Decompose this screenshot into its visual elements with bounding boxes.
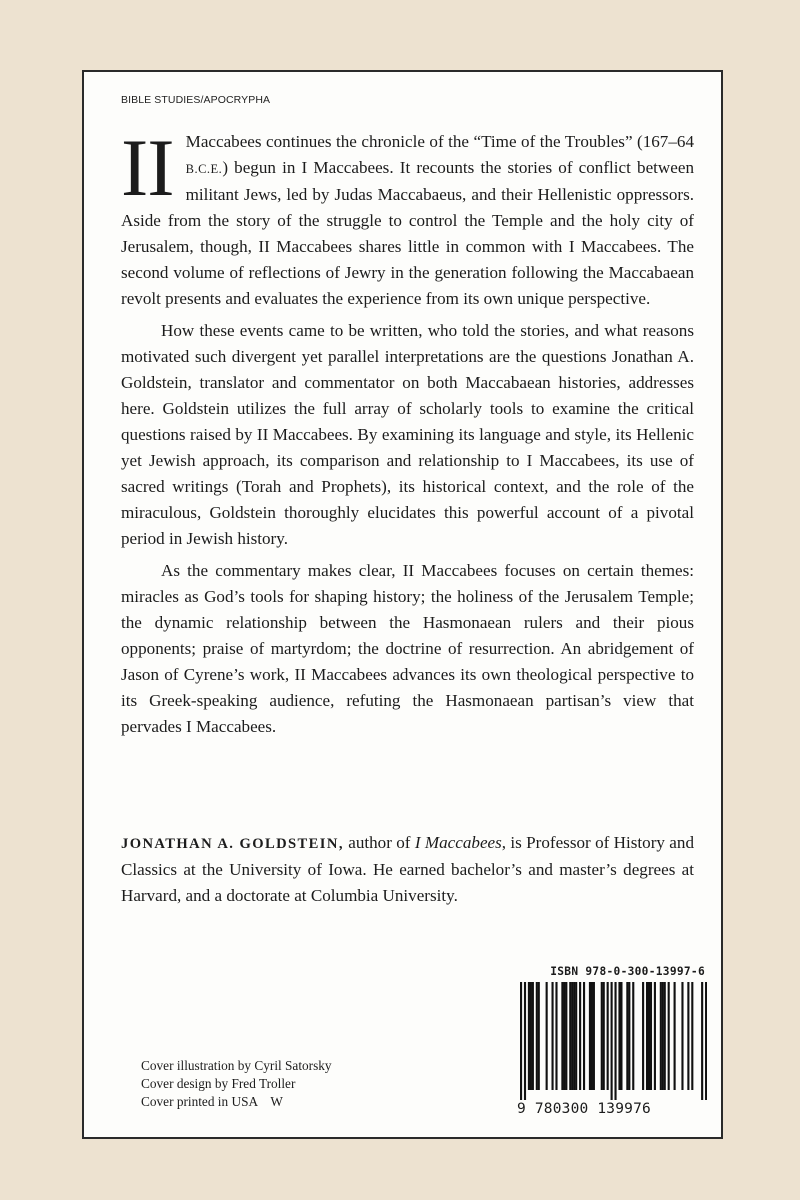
description bbox=[121, 122, 694, 740]
isbn-label: ISBN 978-0-300-13997-6 bbox=[550, 965, 705, 978]
barcode-bar bbox=[569, 982, 571, 1090]
barcode-bar bbox=[687, 982, 689, 1090]
intro-text-end: ) begun in I Maccabees. It recounts the stories of conflict between militant Jews, led by Judas Maccabaeus, and their Hellenistic oppressors. Aside from the story of the struggle to control the Temple and the holy city of Jerusalem, though, II Maccabees shares little in common with I Maccabees. The second volume of reflections of Jewry in the generation following the Maccabaean revolt presents and evaluates the experience from its own unique perspective. bbox=[121, 158, 694, 308]
barcode-bar bbox=[611, 982, 613, 1100]
barcode-bar bbox=[565, 982, 567, 1090]
barcode-bar bbox=[628, 982, 630, 1090]
barcode-bar bbox=[618, 982, 620, 1090]
barcode-bar bbox=[691, 982, 693, 1090]
barcode-bar bbox=[579, 982, 581, 1090]
credit-printed: Cover printed in USA W bbox=[141, 1094, 283, 1109]
barcode-bar bbox=[681, 982, 683, 1090]
barcode-bar bbox=[674, 982, 676, 1090]
barcode-bar bbox=[650, 982, 652, 1090]
barcode-bar bbox=[591, 982, 593, 1090]
barcode-bar bbox=[614, 982, 616, 1100]
author-bio bbox=[121, 830, 694, 909]
category-label: BIBLE STUDIES/APOCRYPHA bbox=[121, 94, 271, 106]
barcode-bar bbox=[646, 982, 648, 1090]
paragraph-2: How these events came to be written, who told the stories, and what reasons motivated such divergent yet parallel interpretations are the questions Jonathan A. Goldstein, translator and commentator on both Maccabaean histories, addresses here. Goldstein utilizes the full array of scholarly tools to examine the critical questions raised by II Maccabees. By examining its language and style, its Hellenic yet Jewish approach, its comparison and relationship to I Maccabees, its use of sacred writings (Torah and Prophets), its historical context, and the role of the miraculous, Goldstein thoroughly elucidates this powerful account of a pivotal period in Jewish history. bbox=[121, 321, 694, 548]
barcode-bar bbox=[589, 982, 591, 1090]
barcode-bar bbox=[632, 982, 634, 1090]
barcode-bar bbox=[664, 982, 666, 1090]
barcode-bar bbox=[607, 982, 609, 1090]
barcode-bar bbox=[662, 982, 664, 1090]
barcode-bar bbox=[668, 982, 670, 1090]
barcode-bar bbox=[701, 982, 703, 1100]
isbn-digits: 9 780300 139976 bbox=[517, 1101, 651, 1117]
barcode-bar bbox=[660, 982, 662, 1090]
barcode-bar bbox=[648, 982, 650, 1090]
barcode-bar bbox=[583, 982, 585, 1090]
barcode-bar bbox=[532, 982, 534, 1090]
barcode-bar bbox=[536, 982, 538, 1090]
barcode-bar bbox=[601, 982, 603, 1090]
barcode-bar bbox=[561, 982, 563, 1090]
barcode-bar bbox=[551, 982, 553, 1090]
barcode-bar bbox=[571, 982, 573, 1090]
intro-text-start: Maccabees continues the chronicle of the “Time of the Troubles” (167–64 bbox=[185, 132, 694, 151]
barcode bbox=[520, 982, 707, 1100]
barcode-bar bbox=[575, 982, 577, 1090]
barcode-bar bbox=[603, 982, 605, 1090]
intro-paragraph bbox=[121, 122, 694, 312]
era-abbreviation: B.C.E. bbox=[185, 162, 223, 176]
barcode-bar bbox=[530, 982, 532, 1090]
cover-credits bbox=[141, 1057, 332, 1111]
barcode-bar bbox=[555, 982, 557, 1090]
barcode-icon bbox=[520, 982, 707, 1100]
back-cover bbox=[82, 70, 723, 1139]
barcode-bar bbox=[538, 982, 540, 1090]
drop-cap: II bbox=[121, 122, 174, 213]
barcode-bar bbox=[520, 982, 522, 1100]
barcode-bar bbox=[563, 982, 565, 1090]
barcode-bar bbox=[528, 982, 530, 1090]
barcode-bar bbox=[626, 982, 628, 1090]
barcode-bar bbox=[573, 982, 575, 1090]
author-book-title: I Maccabees bbox=[414, 833, 502, 852]
barcode-bar bbox=[546, 982, 548, 1090]
credit-illustration: Cover illustration by Cyril Satorsky bbox=[141, 1058, 332, 1073]
author-bio-prefix: author of bbox=[343, 833, 415, 852]
barcode-bar bbox=[705, 982, 707, 1100]
barcode-bar bbox=[620, 982, 622, 1090]
barcode-bar bbox=[524, 982, 526, 1100]
barcode-bar bbox=[642, 982, 644, 1090]
barcode-bar bbox=[593, 982, 595, 1090]
paragraph-3: As the commentary makes clear, II Maccabees focuses on certain themes: miracles as God’s tools for shaping history; the holiness of the Jerusalem Temple; the dynamic relationship between the Hasmonaean rulers and their pious opponents; praise of martyrdom; the doctrine of resurrection. An abridgement of Jason of Cyrene’s work, II Maccabees advances its own theological perspective to its Greek-speaking audience, refuting the Hasmonaean partisan’s view that pervades I Maccabees. bbox=[121, 561, 694, 736]
credit-design: Cover design by Fred Troller bbox=[141, 1076, 296, 1091]
author-bio-text: , is Professor of History and Classics at the University of Iowa. He earned bachelor’s and master’s degrees at Harvard, and a doctorate at Columbia University. bbox=[121, 833, 694, 905]
author-name: JONATHAN A. GOLDSTEIN, bbox=[121, 836, 344, 852]
barcode-bar bbox=[654, 982, 656, 1090]
